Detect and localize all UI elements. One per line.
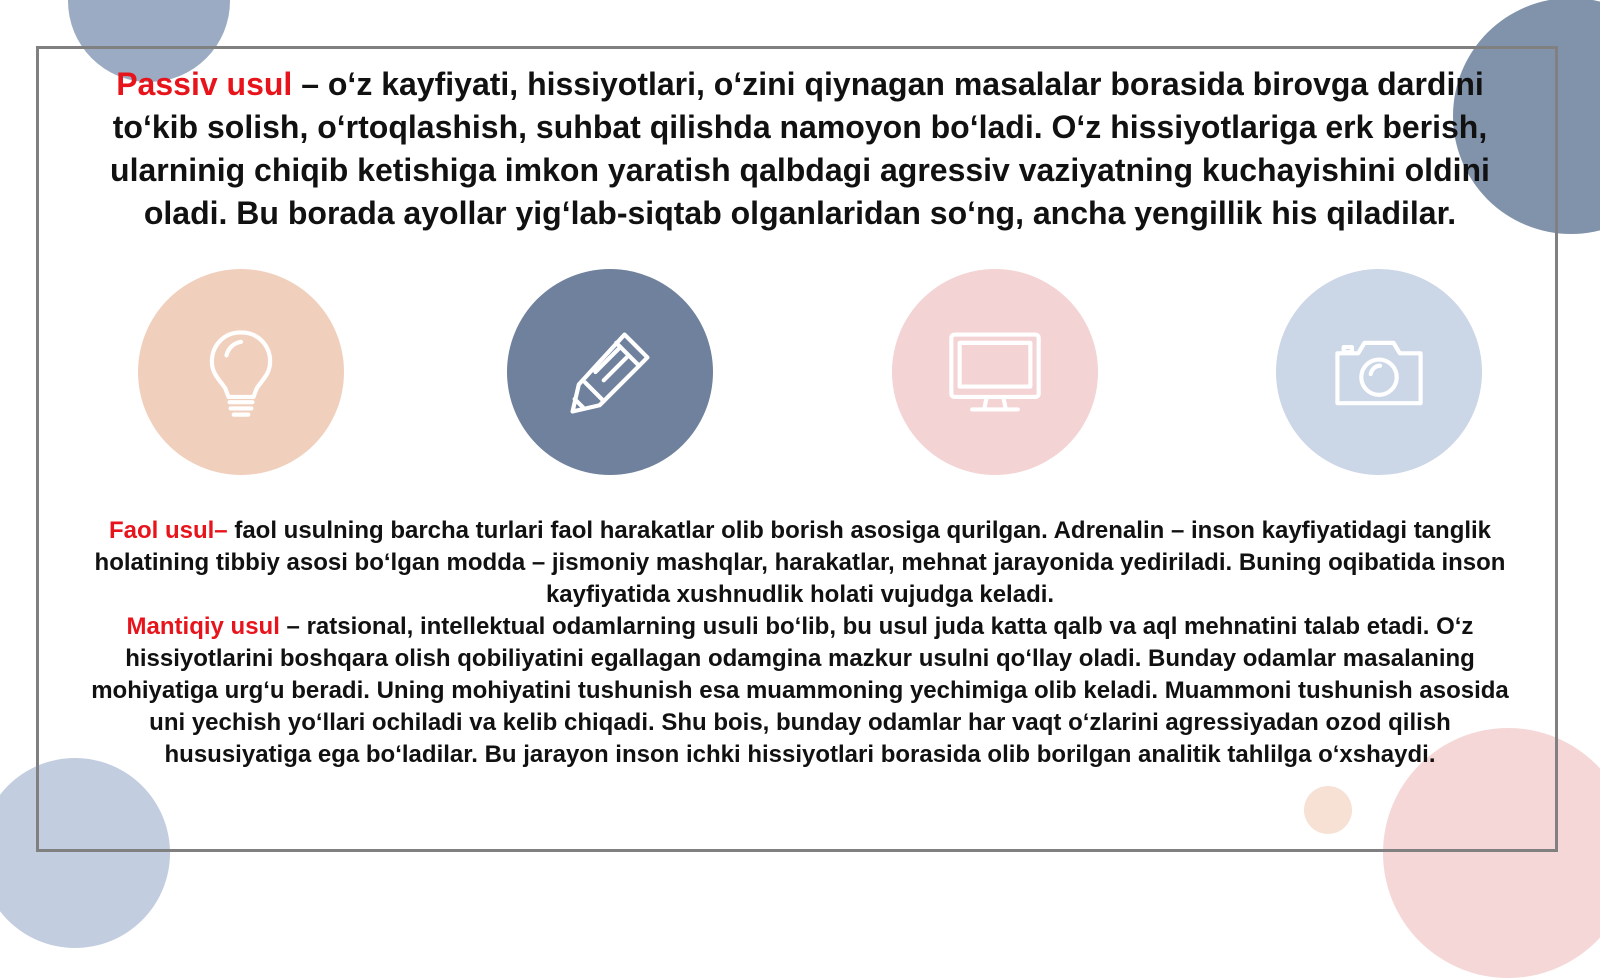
passive-method-paragraph — [72, 63, 1528, 235]
logical-method-text: – ratsional, intellektual odamlarning usuli bo‘lib, bu usul juda katta qalb va aql mehnatini talab etadi. O‘z hissiyotlarini boshqara olish qobiliyatini egallagan odamgina mazkur usulni qo‘llay oladi. Bunday odamlar masalaning mohiyatiga urg‘u beradi. Uning mohiyatini tushunish esa muammoning yechimiga olib keladi. Muammoni tushunish asosida uni yechish yo‘llari ochiladi va kelib chiqadi. Shu bois, bunday odamlar har vaqt o‘zlarini agressiyadan ozod qilish hususiyatiga ega bo‘ladilar. Bu jarayon inson ichki hissiyotlari borasida olib borilgan analitik tahlilga o‘xshaydi. — [91, 613, 1509, 768]
methods-paragraph — [90, 515, 1510, 771]
monitor-badge — [892, 269, 1098, 475]
lightbulb-icon — [189, 320, 293, 424]
passive-method-text: – o‘z kayfiyati, hissiyotlari, o‘zini qiynagan masalalar borasida birovga dardini to‘kib solish, o‘rtoqlashish, suhbat qilishda namoyon bo‘ladi. O‘z hissiyotlariga erk berish, ularninig chiqib ketishiga imkon yaratish qalbdagi agressiv vaziyatning kuchayishini oldini oladi. Bu borada ayollar yig‘lab-siqtab olganlaridan so‘ng, ancha yengillik his qiladilar. — [110, 66, 1490, 231]
pencil-icon — [558, 320, 662, 424]
logical-method-term: Mantiqiy usul — [126, 613, 280, 640]
monitor-icon — [943, 320, 1047, 424]
passive-method-term: Passiv usul — [116, 66, 293, 102]
active-method-term: Faol usul– — [108, 517, 228, 544]
camera-icon — [1327, 320, 1431, 424]
active-method-text: faol usulning barcha turlari faol harakatlar olib borish asosiga qurilgan. Adrenalin – inson kayfiyatidagi tanglik holatining tibbiy asosi bo‘lgan modda – jismoniy mashqlar, harakatlar, mehnat jarayonida yediriladi. Buning oqibatida inson kayfiyatida xushnudlik holati vujudga keladi. — [94, 517, 1506, 608]
camera-badge — [1276, 269, 1482, 475]
lightbulb-badge — [138, 269, 344, 475]
pencil-badge — [507, 269, 713, 475]
